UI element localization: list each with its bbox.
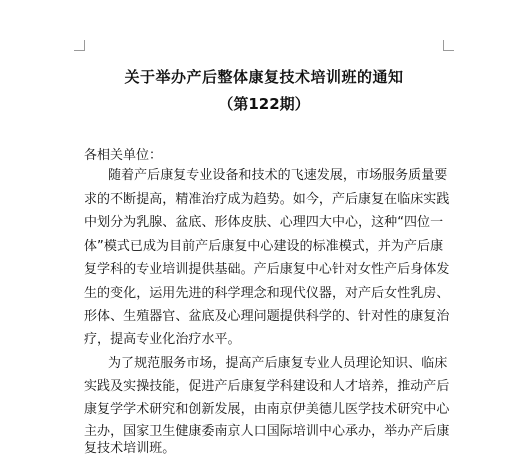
paragraph-2-line-3: 康复学学术研究和创新发展，由南京伊美德儿医学技术研究中心 <box>84 402 450 417</box>
paragraph-2-line-4: 主办，国家卫生健康委南京人口国际培训中心承办，举办产后康 <box>84 424 450 439</box>
paragraph-1-line-5: 复学科的专业培训提供基础。产后康复中心针对女性产后身体发 <box>84 262 450 277</box>
paragraph-1-line-3: 中划分为乳腺、盆底、形体皮肤、心理四大中心，这种“四位一 <box>84 215 444 230</box>
paragraph-1-line-4: 体”模式已成为目前产后康复中心建设的标准模式，并为产后康 <box>84 239 444 254</box>
paragraph-2-line-2: 实践及实操技能，促进产后康复学科建设和人才培养，推动产后 <box>84 379 450 394</box>
paragraph-2-line-5: 复技术培训班。 <box>84 441 176 456</box>
page-corner-mark-top-left <box>74 40 85 51</box>
paragraph-1-line-2: 求的不断提高，精准治疗成为趋势。如今，产后康复在临床实践 <box>84 192 450 207</box>
paragraph-1-line-7: 形体、生殖器官、盆底及心理问题提供科学的、针对性的康复治 <box>84 309 450 324</box>
paragraph-1-line-1: 随着产后康复专业设备和技术的飞速发展，市场服务质量要 <box>108 168 448 183</box>
paragraph-2-line-1: 为了规范服务市场，提高产后康复专业人员理论知识、临床 <box>108 356 448 371</box>
paragraph-1-line-8: 疗，提高专业化治疗水平。 <box>84 332 241 347</box>
salutation: 各相关单位： <box>84 148 163 163</box>
document-issue-number: （第122期） <box>218 95 310 113</box>
page-corner-mark-top-right <box>443 40 454 51</box>
paragraph-1-line-6: 生的变化，运用先进的科学理念和现代仪器，对产后女性乳房、 <box>84 286 450 301</box>
document-title: 关于举办产后整体康复技术培训班的通知 <box>124 68 404 86</box>
